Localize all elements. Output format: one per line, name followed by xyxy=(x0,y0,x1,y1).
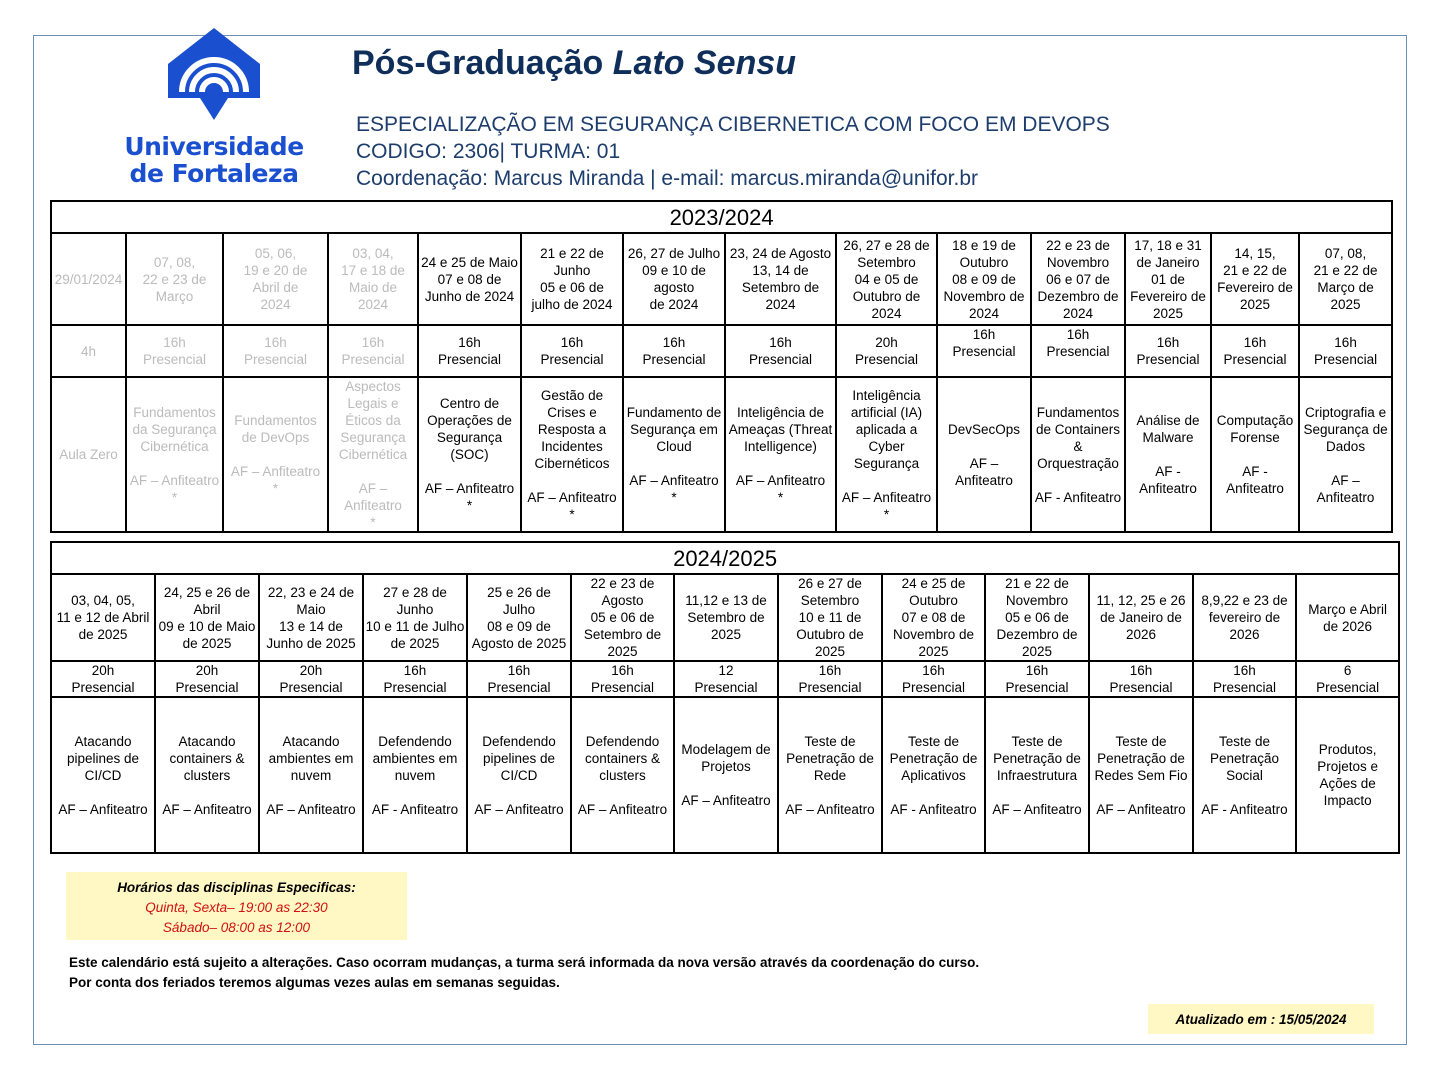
module-dates: 26, 27 de Julho 09 e 10 de agosto de 2024 xyxy=(623,233,725,325)
module-subject-cell xyxy=(674,697,778,853)
module-dates: 22 e 23 de Agosto 05 e 06 de Setembro de 2025 xyxy=(571,574,674,661)
module-hours: 16h Presencial xyxy=(328,325,418,377)
module-subject: Centro de Operações de Segurança (SOC) xyxy=(427,396,512,462)
module-place: AF – Anfiteatro xyxy=(58,801,148,817)
module-subject-cell xyxy=(937,377,1031,532)
module-subject: Fundamentos de DevOps xyxy=(234,413,317,445)
year-label-2023-2024: 2023/2024 xyxy=(51,201,1392,233)
module-subject: Atacando containers & clusters xyxy=(169,733,245,783)
module-hours: 16h Presencial xyxy=(126,325,223,377)
module-subject: Produtos, Projetos e Ações de Impacto xyxy=(1317,742,1378,808)
module-subject-cell xyxy=(623,377,725,532)
schedule-weekday-hours: Quinta, Sexta– 19:00 as 22:30 xyxy=(145,900,328,915)
coordination-info: Coordenação: Marcus Miranda | e-mail: marcus.miranda@unifor.br xyxy=(356,167,979,190)
module-subject: Fundamentos de Containers & Orquestração xyxy=(1035,404,1121,471)
module-hours: 16h Presencial xyxy=(725,325,836,377)
module-hours: 16h Presencial xyxy=(467,661,571,697)
module-subject: DevSecOps xyxy=(947,421,1021,437)
module-hours: 20h Presencial xyxy=(259,661,363,697)
module-dates: 24 e 25 de Maio 07 e 08 de Junho de 2024 xyxy=(418,233,521,325)
module-hours: 16h Presencial xyxy=(623,325,725,377)
module-dates: 23, 24 de Agosto 13, 14 de Setembro de 2024 xyxy=(725,233,836,325)
module-dates: 22, 23 e 24 de Maio 13 e 14 de Junho de 2025 xyxy=(259,574,363,661)
module-hours: 16h Presencial xyxy=(571,661,674,697)
module-subject-cell xyxy=(51,377,126,532)
module-dates: 21 e 22 de Junho 05 e 06 de julho de 2024 xyxy=(521,233,623,325)
module-place: AF - Anfiteatro xyxy=(1201,801,1288,817)
module-subject: Fundamentos da Segurança Cibernética xyxy=(132,404,217,454)
module-hours: 20h Presencial xyxy=(51,661,155,697)
module-subject: Defendendo ambientes em nuvem xyxy=(372,733,458,783)
module-subject-cell xyxy=(778,697,882,853)
module-dates: 8,9,22 e 23 de fevereiro de 2026 xyxy=(1193,574,1296,661)
module-subject: Defendendo pipelines de CI/CD xyxy=(482,733,556,783)
module-subject: Modelagem de Projetos xyxy=(681,742,771,774)
module-subject-cell xyxy=(363,697,467,853)
module-dates: 25 e 26 de Julho 08 e 09 de Agosto de 2025 xyxy=(467,574,571,661)
module-subject-cell xyxy=(155,697,259,853)
module-subject: Aula Zero xyxy=(59,447,118,462)
module-hours: 16h Presencial xyxy=(363,661,467,697)
module-place: AF – Anfiteatro * xyxy=(629,472,719,505)
schedule-saturday-hours: Sábado– 08:00 as 12:00 xyxy=(162,920,311,935)
disclaimer-line-2: Por conta dos feriados teremos algumas vezes aulas em semanas seguidas. xyxy=(69,975,560,990)
module-subject: Gestão de Crises e Resposta a Incidentes Cibernéticos xyxy=(534,387,610,471)
module-dates: 14, 15, 21 e 22 de Fevereiro de 2025 xyxy=(1211,233,1299,325)
module-place: AF – Anfiteatro * xyxy=(230,464,321,496)
calendar-table-2023-2024 xyxy=(50,200,1393,533)
module-dates: 24 e 25 de Outubro 07 e 08 de Novembro de 2025 xyxy=(882,574,985,661)
module-subject: Inteligência artificial (IA) aplicada a Cyber Segurança xyxy=(850,387,923,471)
module-subject-cell xyxy=(1211,377,1299,532)
module-hours: 12 Presencial xyxy=(674,661,778,697)
module-hours: 20h Presencial xyxy=(836,325,937,377)
module-subject-cell xyxy=(418,377,521,532)
module-place: AF – Anfiteatro xyxy=(681,793,771,808)
title-main: Pós-Graduação xyxy=(352,44,604,82)
module-dates: 26, 27 e 28 de Setembro 04 e 05 de Outubro de 2024 xyxy=(836,233,937,325)
module-subject-cell xyxy=(467,697,571,853)
schedule-note-title: Horários das disciplinas Especificas: xyxy=(117,880,356,895)
module-place: AF – Anfiteatro * xyxy=(527,489,617,522)
dates-row xyxy=(51,233,1392,325)
title-italic: Lato Sensu xyxy=(612,44,797,82)
module-subject-cell xyxy=(223,377,328,532)
module-subject-cell xyxy=(521,377,623,532)
hours-row xyxy=(51,661,1399,697)
module-dates: 03, 04, 17 e 18 de Maio de 2024 xyxy=(328,233,418,325)
module-dates: 22 e 23 de Novembro 06 e 07 de Dezembro de 2024 xyxy=(1031,233,1125,325)
module-hours: 16h Presencial xyxy=(778,661,882,697)
module-place: AF – Anfiteatro xyxy=(992,801,1082,817)
module-dates: 11, 12, 25 e 26 de Janeiro de 2026 xyxy=(1089,574,1193,661)
module-subject: Teste de Penetração de Infraestrutura xyxy=(993,733,1081,783)
module-subject: Teste de Penetração de Redes Sem Fio xyxy=(1094,733,1188,783)
module-dates: 03, 04, 05, 11 e 12 de Abril de 2025 xyxy=(51,574,155,661)
module-subject-cell xyxy=(1296,697,1399,853)
module-subject-cell xyxy=(1125,377,1211,532)
module-subject: Inteligência de Ameaças (Threat Intelligence) xyxy=(728,404,833,454)
module-subject: Defendendo containers & clusters xyxy=(584,733,661,783)
module-dates: 05, 06, 19 e 20 de Abril de 2024 xyxy=(223,233,328,325)
module-place: AF – Anfiteatro xyxy=(266,801,356,817)
page-title xyxy=(352,44,796,83)
module-dates: 18 e 19 de Outubro 08 e 09 de Novembro de 2024 xyxy=(937,233,1031,325)
module-place: AF - Anfiteatro xyxy=(1139,464,1197,496)
module-hours: 16h Presencial xyxy=(882,661,985,697)
university-logo xyxy=(118,26,310,191)
module-dates: 07, 08, 21 e 22 de Março de 2025 xyxy=(1299,233,1392,325)
module-subject: Análise de Malware xyxy=(1136,413,1200,445)
module-subject-cell xyxy=(328,377,418,532)
logo-house-icon xyxy=(118,26,310,126)
disclaimer-line-1: Este calendário está sujeito a alterações. Caso ocorram mudanças, a turma será informada da nova versão através da coordenação do curso. xyxy=(69,955,980,970)
module-subject: Teste de Penetração Social xyxy=(1209,733,1280,783)
module-subject-cell xyxy=(985,697,1089,853)
module-dates: 07, 08, 22 e 23 de Março xyxy=(126,233,223,325)
hours-row xyxy=(51,325,1392,377)
module-hours: 16h Presencial xyxy=(1089,661,1193,697)
course-name: ESPECIALIZAÇÃO EM SEGURANÇA CIBERNETICA COM FOCO EM DEVOPS xyxy=(356,113,1110,136)
module-hours: 16h Presencial xyxy=(418,325,521,377)
calendar-table-2024-2025 xyxy=(50,541,1400,854)
module-subject: Fundamento de Segurança em Cloud xyxy=(626,404,722,454)
module-place: AF – Anfiteatro * xyxy=(344,481,402,530)
module-place: AF – Anfiteatro xyxy=(955,455,1013,488)
module-subject-cell xyxy=(1031,377,1125,532)
module-hours: 16h Presencial xyxy=(521,325,623,377)
module-place: AF – Anfiteatro * xyxy=(129,472,220,505)
module-subject: Atacando pipelines de CI/CD xyxy=(66,733,140,783)
module-hours: 16h Presencial xyxy=(1211,325,1299,377)
module-subject-cell xyxy=(725,377,836,532)
schedule-note xyxy=(66,872,407,940)
module-place: AF - Anfiteatro xyxy=(371,801,459,817)
module-subject: Computação Forense xyxy=(1216,413,1294,445)
module-place: AF – Anfiteatro * xyxy=(735,472,826,505)
module-place: AF - Anfiteatro xyxy=(1226,464,1284,496)
module-dates: 29/01/2024 xyxy=(51,233,126,325)
module-subject-cell xyxy=(126,377,223,532)
module-hours: 16h Presencial xyxy=(1031,325,1125,377)
module-hours: 16h Presencial xyxy=(1299,325,1392,377)
module-subject-cell xyxy=(836,377,937,532)
module-subject: Atacando ambientes em nuvem xyxy=(268,733,354,783)
module-dates: 21 e 22 de Novembro 05 e 06 de Dezembro de 2025 xyxy=(985,574,1089,661)
module-dates: 17, 18 e 31 de Janeiro 01 de Fevereiro de 2025 xyxy=(1125,233,1211,325)
module-hours: 16h Presencial xyxy=(985,661,1089,697)
module-subject-cell xyxy=(1089,697,1193,853)
module-dates: 24, 25 e 26 de Abril 09 e 10 de Maio de 2025 xyxy=(155,574,259,661)
module-hours: 6 Presencial xyxy=(1296,661,1399,697)
module-dates: 26 e 27 de Setembro 10 e 11 de Outubro de 2025 xyxy=(778,574,882,661)
module-subject: Teste de Penetração de Rede xyxy=(786,733,874,783)
module-subject-cell xyxy=(882,697,985,853)
subjects-row xyxy=(51,697,1399,853)
module-place: AF – Anfiteatro xyxy=(1316,472,1375,505)
module-place: AF - Anfiteatro xyxy=(1034,489,1122,505)
course-code: CODIGO: 2306| TURMA: 01 xyxy=(356,140,621,163)
module-subject: Criptografia e Segurança de Dados xyxy=(1303,404,1388,454)
module-hours: 16h Presencial xyxy=(937,325,1031,377)
module-dates: Março e Abril de 2026 xyxy=(1296,574,1399,661)
logo-line-1: Universidade xyxy=(124,132,304,161)
module-hours: 16h Presencial xyxy=(1193,661,1296,697)
logo-line-2: de Fortaleza xyxy=(129,159,299,188)
module-subject-cell xyxy=(571,697,674,853)
module-subject-cell xyxy=(1193,697,1296,853)
module-place: AF – Anfiteatro * xyxy=(424,481,515,513)
module-place: AF – Anfiteatro * xyxy=(841,489,932,522)
module-dates: 27 e 28 de Junho 10 e 11 de Julho de 2025 xyxy=(363,574,467,661)
module-hours: 16h Presencial xyxy=(1125,325,1211,377)
module-subject-cell xyxy=(259,697,363,853)
module-place: AF – Anfiteatro xyxy=(785,801,875,817)
module-dates: 11,12 e 13 de Setembro de 2025 xyxy=(674,574,778,661)
module-subject-cell xyxy=(1299,377,1392,532)
module-place: AF - Anfiteatro xyxy=(890,801,977,817)
subjects-row xyxy=(51,377,1392,532)
year-label-2024-2025: 2024/2025 xyxy=(51,542,1399,574)
module-place: AF – Anfiteatro xyxy=(1096,801,1186,817)
module-hours: 4h xyxy=(51,325,126,377)
dates-row xyxy=(51,574,1399,661)
module-hours: 20h Presencial xyxy=(155,661,259,697)
module-place: AF – Anfiteatro xyxy=(162,801,252,817)
module-place: AF – Anfiteatro xyxy=(474,801,564,817)
module-subject: Aspectos Legais e Éticos da Segurança Cibernética xyxy=(338,379,408,462)
module-subject: Teste de Penetração de Aplicativos xyxy=(889,733,978,783)
module-subject-cell xyxy=(51,697,155,853)
module-hours: 16h Presencial xyxy=(223,325,328,377)
updated-date: Atualizado em : 15/05/2024 xyxy=(1148,1004,1374,1034)
module-place: AF – Anfiteatro xyxy=(577,801,668,817)
